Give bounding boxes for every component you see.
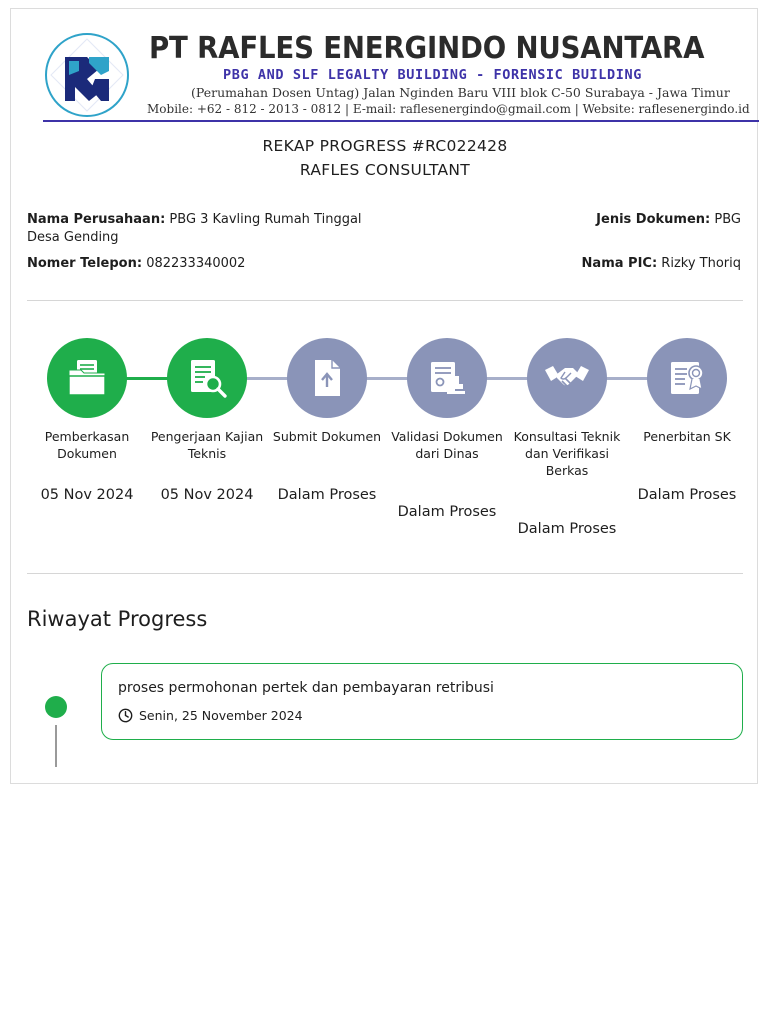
step-circle	[47, 338, 127, 418]
step-circle	[167, 338, 247, 418]
step-label: Pemberkasan Dokumen	[44, 429, 130, 461]
step-circle	[647, 338, 727, 418]
document-sheet	[10, 8, 758, 784]
company-name: PT RAFLES ENERGINDO NUSANTARA	[149, 31, 705, 66]
step-label: Pengerjaan Kajian Teknis	[150, 429, 264, 461]
section-divider	[27, 573, 743, 574]
step-date: Dalam Proses	[277, 487, 377, 503]
certificate-icon	[665, 356, 709, 400]
file-upload-icon	[305, 356, 349, 400]
folder-icon	[65, 356, 109, 400]
step-label: Validasi Dokumen dari Dinas	[391, 429, 503, 461]
phone-value: 082233340002	[146, 256, 246, 271]
company-logo	[43, 31, 131, 119]
letterhead-divider	[43, 120, 759, 122]
step-circle	[287, 338, 367, 418]
section-divider	[27, 300, 743, 301]
company-label: Nama Perusahaan:	[27, 212, 166, 227]
phone-label: Nomer Telepon:	[27, 256, 143, 271]
history-entry-text: proses permohonan pertek dan pembayaran retribusi	[118, 680, 494, 696]
timeline-line	[55, 725, 57, 767]
company-tagline: PBG AND SLF LEGALTY BUILDING - FORENSIC BUILDING	[223, 67, 642, 83]
document-subtitle: RAFLES CONSULTANT	[299, 161, 471, 179]
phone-info	[27, 255, 245, 273]
company-address: (Perumahan Dosen Untag) Jalan Nginden Baru VIII blok C-50 Surabaya - Jawa Timur	[191, 85, 730, 100]
progress-steps	[27, 334, 743, 544]
step-label: Konsultasi Teknik dan Verifikasi Berkas	[513, 429, 621, 478]
step-date: Dalam Proses	[517, 521, 617, 537]
pic-label: Nama PIC:	[581, 256, 658, 271]
history-title: Riwayat Progress	[27, 607, 208, 631]
document-type-info	[596, 211, 741, 229]
clock-icon	[118, 708, 133, 723]
pic-info	[582, 255, 741, 273]
step-label: Penerbitan SK	[643, 429, 731, 444]
company-value: PBG 3 Kavling Rumah Tinggal Desa Gending	[27, 212, 362, 245]
step-date: Dalam Proses	[637, 487, 737, 503]
step-date: Dalam Proses	[397, 504, 497, 520]
pic-value: Rizky Thoriq	[661, 256, 741, 271]
step-date: 05 Nov 2024	[40, 487, 134, 503]
history-entry-time	[118, 708, 303, 723]
history-entry	[101, 663, 743, 740]
step-label: Submit Dokumen	[272, 429, 382, 444]
step-circle	[407, 338, 487, 418]
history-entry-date: Senin, 25 November 2024	[139, 708, 303, 723]
document-type-value: PBG	[714, 212, 741, 227]
document-title: REKAP PROGRESS #RC022428	[262, 137, 508, 155]
stamp-document-icon	[425, 356, 469, 400]
letterhead	[27, 19, 750, 123]
handshake-icon	[543, 356, 591, 400]
step-circle	[527, 338, 607, 418]
timeline-dot	[45, 696, 67, 718]
company-contact: Mobile: +62 - 812 - 2013 - 0812 | E-mail: raflesenergindo@gmail.com | Website: raflesenergindo.id	[147, 102, 750, 116]
company-info	[27, 211, 397, 247]
document-search-icon	[185, 356, 229, 400]
document-type-label: Jenis Dokumen:	[596, 212, 711, 227]
step-date: 05 Nov 2024	[160, 487, 254, 503]
